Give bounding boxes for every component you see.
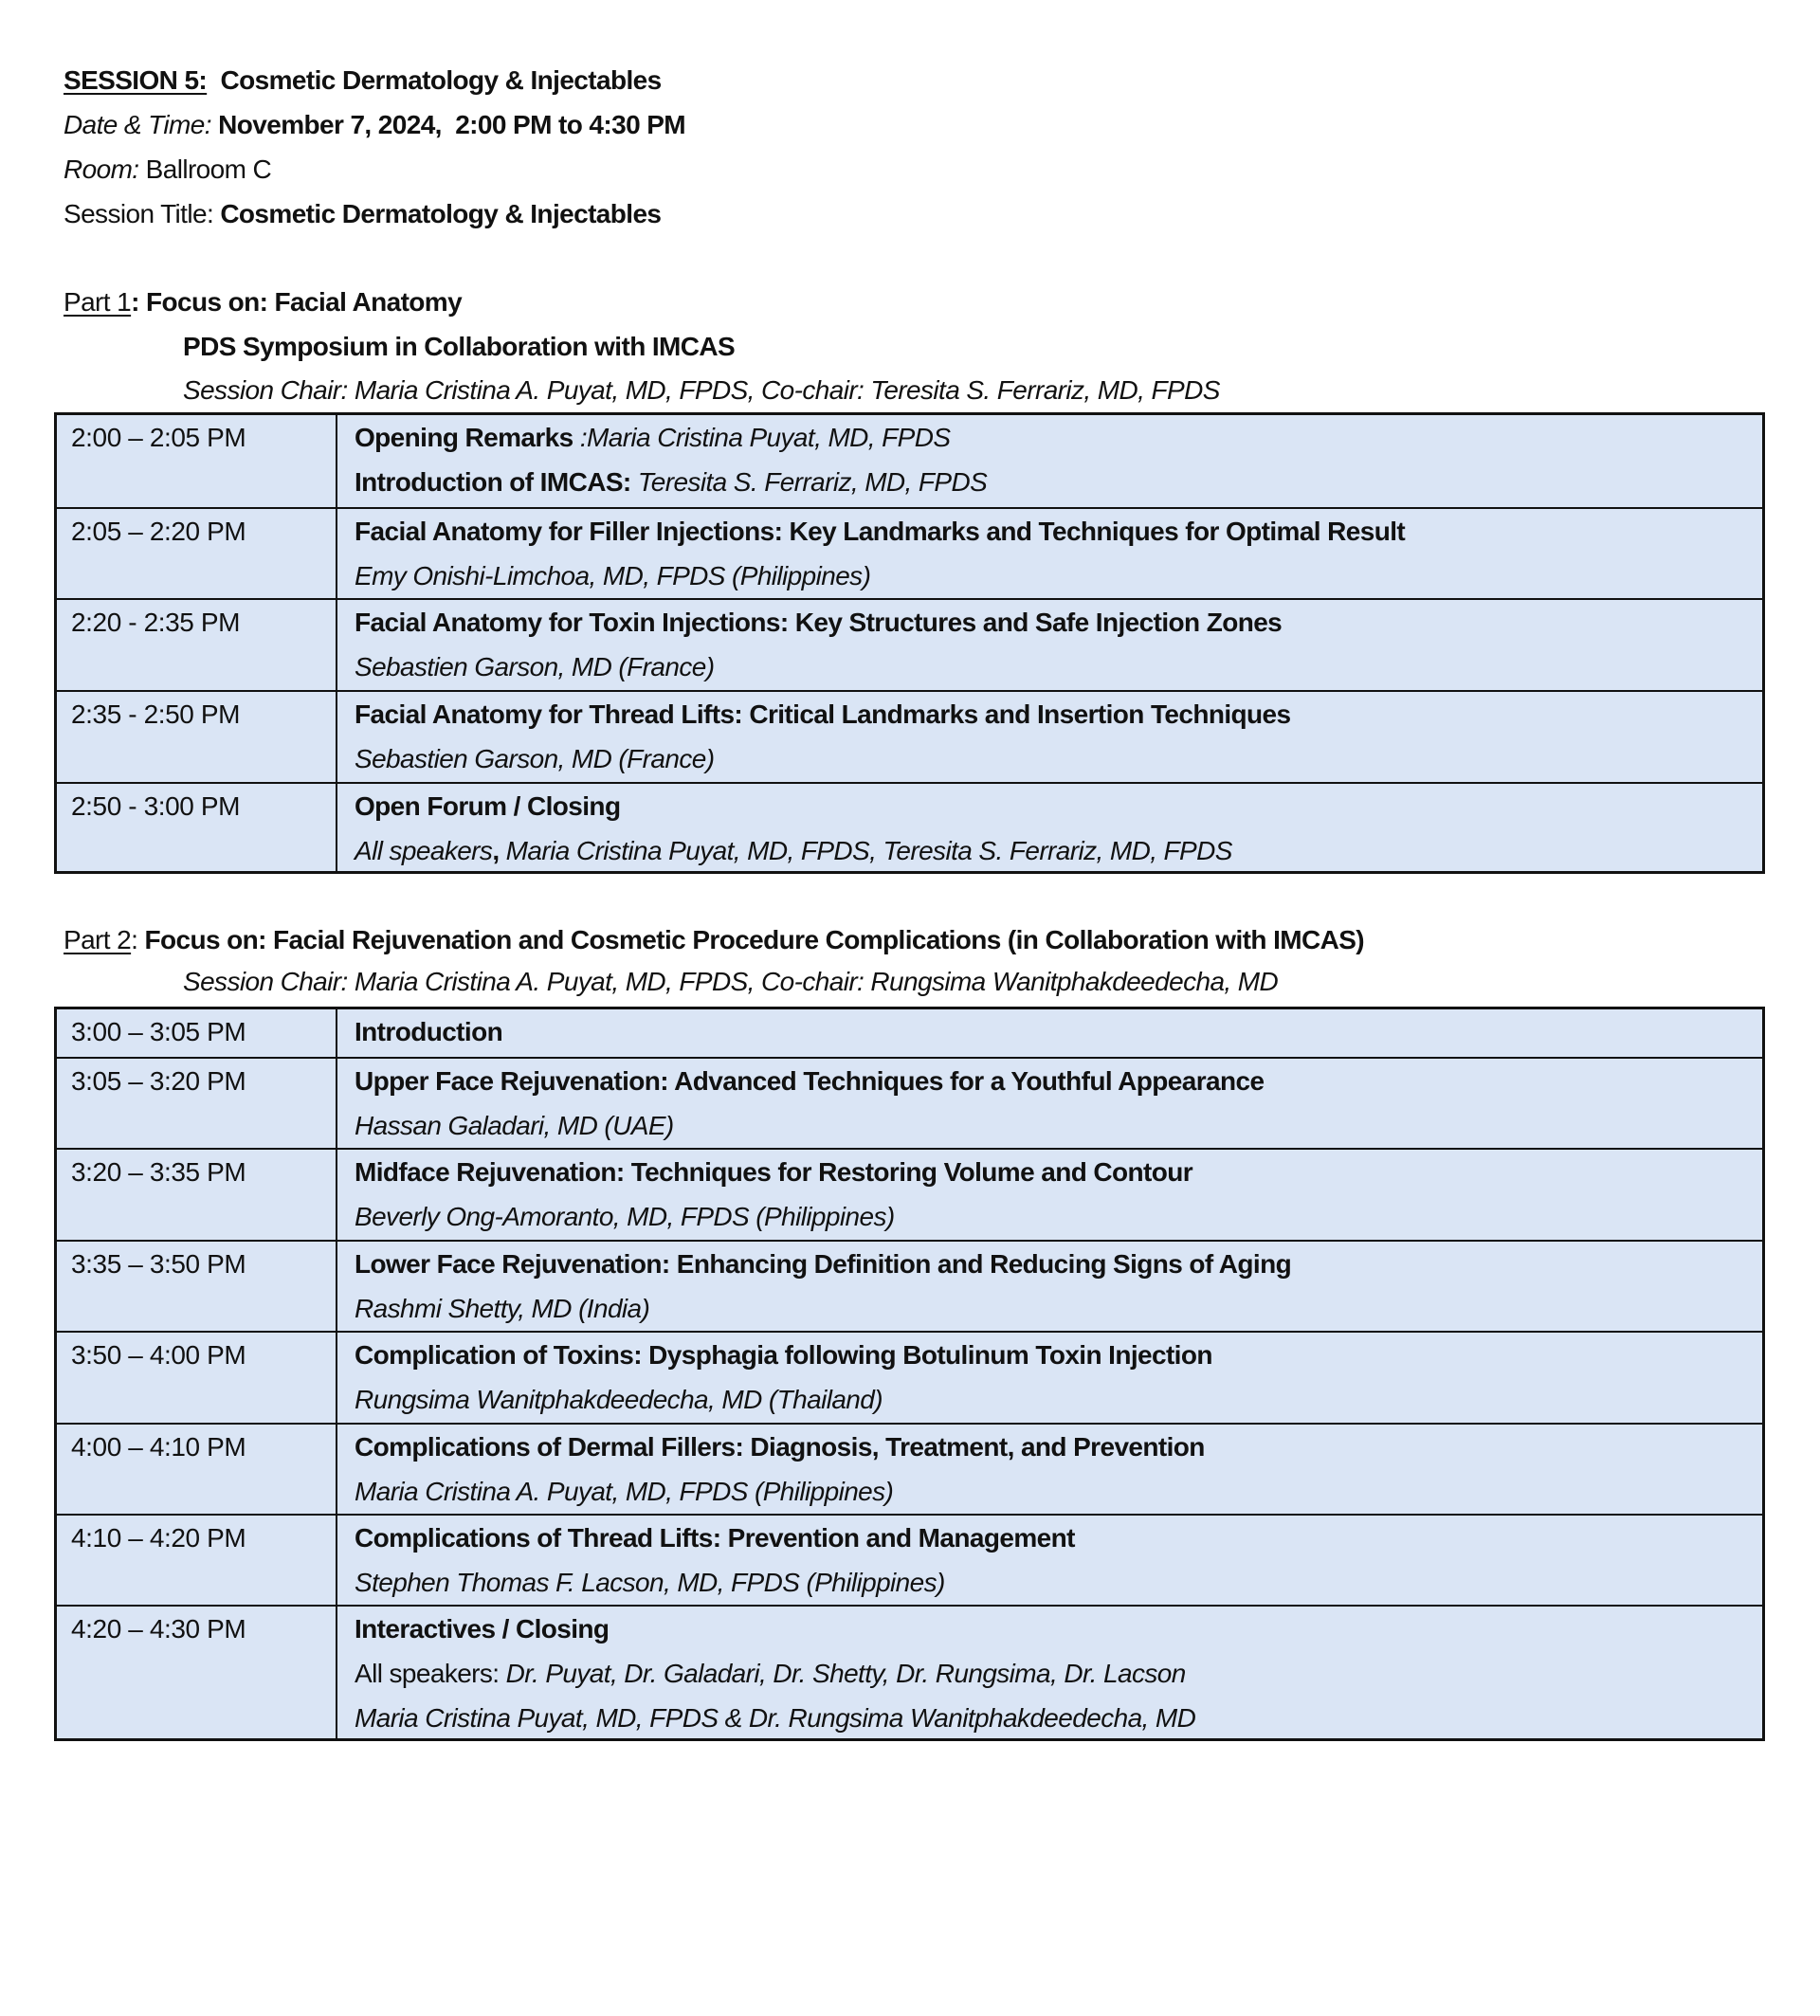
part2-colon: :: [131, 925, 145, 954]
part1-subtitle: PDS Symposium in Collaboration with IMCAS: [183, 332, 736, 361]
row-content: [337, 509, 1762, 598]
table-row: [57, 1009, 1762, 1057]
time-slot: 3:00 – 3:05 PM: [57, 1009, 337, 1057]
talk-title: Complications of Dermal Fillers: Diagnosis, Treatment, and Prevention: [355, 1432, 1205, 1462]
speaker-comma: ,: [492, 836, 500, 865]
table-row: [57, 1240, 1762, 1331]
session-title-line: [64, 191, 661, 236]
time-slot: 3:35 – 3:50 PM: [57, 1242, 337, 1331]
time-slot: 3:50 – 4:00 PM: [57, 1333, 337, 1423]
row-content: [337, 1242, 1762, 1331]
row-content: [337, 1607, 1762, 1738]
speaker: Emy Onishi-Limchoa, MD, FPDS (Philippines): [355, 561, 871, 590]
row-content: [337, 784, 1762, 871]
talk-title: Midface Rejuvenation: Techniques for Restoring Volume and Contour: [355, 1157, 1193, 1187]
session-title-value: Cosmetic Dermatology & Injectables: [220, 199, 662, 228]
session-name: Cosmetic Dermatology & Injectables: [220, 65, 662, 95]
table-row: [57, 507, 1762, 598]
talk-title: Facial Anatomy for Toxin Injections: Key Structures and Safe Injection Zones: [355, 608, 1283, 637]
table-row: [57, 782, 1762, 871]
talk-title: Lower Face Rejuvenation: Enhancing Definition and Reducing Signs of Aging: [355, 1249, 1292, 1279]
table-row: [57, 1423, 1762, 1514]
part2-heading: [64, 917, 1364, 962]
talk-title: Introduction: [355, 1017, 503, 1046]
time-slot: 4:00 – 4:10 PM: [57, 1425, 337, 1514]
moderators: Maria Cristina Puyat, MD, FPDS & Dr. Rungsima Wanitphakdeedecha, MD: [355, 1703, 1196, 1733]
time-slot: 2:50 - 3:00 PM: [57, 784, 337, 871]
speaker: Sebastien Garson, MD (France): [355, 652, 715, 681]
row-content: [337, 1333, 1762, 1423]
part1-label: Part 1: [64, 287, 132, 317]
time-slot: 4:10 – 4:20 PM: [57, 1516, 337, 1605]
speakers-label: All speakers:: [355, 1659, 500, 1688]
room-value: Ballroom C: [145, 154, 272, 184]
room-line: [64, 147, 271, 191]
speaker: Beverly Ong-Amoranto, MD, FPDS (Philippines): [355, 1202, 895, 1231]
table-row: [57, 1057, 1762, 1148]
talk-title: Interactives / Closing: [355, 1614, 610, 1644]
table-row: [57, 415, 1762, 507]
talk-title: Open Forum / Closing: [355, 791, 621, 821]
table-row: [57, 1331, 1762, 1423]
row-content: [337, 1059, 1762, 1148]
speaker: Maria Cristina A. Puyat, MD, FPDS (Philippines): [355, 1477, 894, 1506]
time-slot: 3:20 – 3:35 PM: [57, 1150, 337, 1240]
date-time-line: [64, 102, 685, 147]
talk-title: Facial Anatomy for Filler Injections: Key Landmarks and Techniques for Optimal Result: [355, 517, 1406, 546]
part1-chairs: Session Chair: Maria Cristina A. Puyat, MD, FPDS, Co-chair: Teresita S. Ferrariz, MD, FPDS: [183, 375, 1220, 405]
row-content: [337, 692, 1762, 782]
part1-schedule-table: [54, 412, 1765, 874]
date-value: November 7, 2024, 2:00 PM to 4:30 PM: [218, 110, 686, 139]
part2-focus: Focus on: Facial Rejuvenation and Cosmetic Procedure Complications (in Collaboration with IMCAS): [144, 925, 1365, 954]
time-slot: 2:05 – 2:20 PM: [57, 509, 337, 598]
date-label: Date & Time:: [64, 110, 211, 139]
time-slot: 3:05 – 3:20 PM: [57, 1059, 337, 1148]
speakers-list: Dr. Puyat, Dr. Galadari, Dr. Shetty, Dr. Rungsima, Dr. Lacson: [499, 1659, 1186, 1688]
session-heading: [64, 58, 662, 102]
part1-heading: [64, 280, 462, 324]
part2-schedule-table: [54, 1007, 1765, 1741]
row-content: [337, 415, 1762, 507]
talk-title: Introduction of IMCAS:: [355, 467, 631, 497]
row-content: [337, 600, 1762, 690]
time-slot: 2:35 - 2:50 PM: [57, 692, 337, 782]
table-row: [57, 598, 1762, 690]
session-label: SESSION 5:: [64, 65, 208, 95]
speaker: Maria Cristina Puyat, MD, FPDS, Teresita S. Ferrariz, MD, FPDS: [499, 836, 1232, 865]
talk-title: Upper Face Rejuvenation: Advanced Techniques for a Youthful Appearance: [355, 1066, 1265, 1096]
speaker: Rashmi Shetty, MD (India): [355, 1294, 650, 1323]
speaker: :Maria Cristina Puyat, MD, FPDS: [573, 423, 951, 452]
talk-title: Opening Remarks: [355, 423, 573, 452]
speaker: Rungsima Wanitphakdeedecha, MD (Thailand): [355, 1385, 883, 1414]
talk-title: Complications of Thread Lifts: Prevention and Management: [355, 1523, 1075, 1553]
speaker: Stephen Thomas F. Lacson, MD, FPDS (Philippines): [355, 1568, 945, 1597]
row-content: [337, 1009, 1762, 1057]
speaker: Hassan Galadari, MD (UAE): [355, 1111, 674, 1140]
table-row: [57, 1605, 1762, 1738]
table-row: [57, 690, 1762, 782]
row-content: [337, 1150, 1762, 1240]
time-slot: 2:20 - 2:35 PM: [57, 600, 337, 690]
part1-focus: : Focus on: Facial Anatomy: [131, 287, 463, 317]
speaker-prefix: All speakers: [355, 836, 493, 865]
session-title-label: Session Title:: [64, 199, 214, 228]
speaker: Sebastien Garson, MD (France): [355, 744, 715, 773]
row-content: [337, 1425, 1762, 1514]
table-row: [57, 1148, 1762, 1240]
part2-label: Part 2: [64, 925, 132, 954]
time-slot: 4:20 – 4:30 PM: [57, 1607, 337, 1738]
speaker: Teresita S. Ferrariz, MD, FPDS: [630, 467, 988, 497]
talk-title: Facial Anatomy for Thread Lifts: Critical Landmarks and Insertion Techniques: [355, 699, 1291, 729]
table-row: [57, 1514, 1762, 1605]
time-slot: 2:00 – 2:05 PM: [57, 415, 337, 507]
talk-title: Complication of Toxins: Dysphagia following Botulinum Toxin Injection: [355, 1340, 1212, 1370]
row-content: [337, 1516, 1762, 1605]
room-label: Room:: [64, 154, 139, 184]
part2-chairs: Session Chair: Maria Cristina A. Puyat, MD, FPDS, Co-chair: Rungsima Wanitphakdeedecha, MD: [183, 967, 1279, 996]
